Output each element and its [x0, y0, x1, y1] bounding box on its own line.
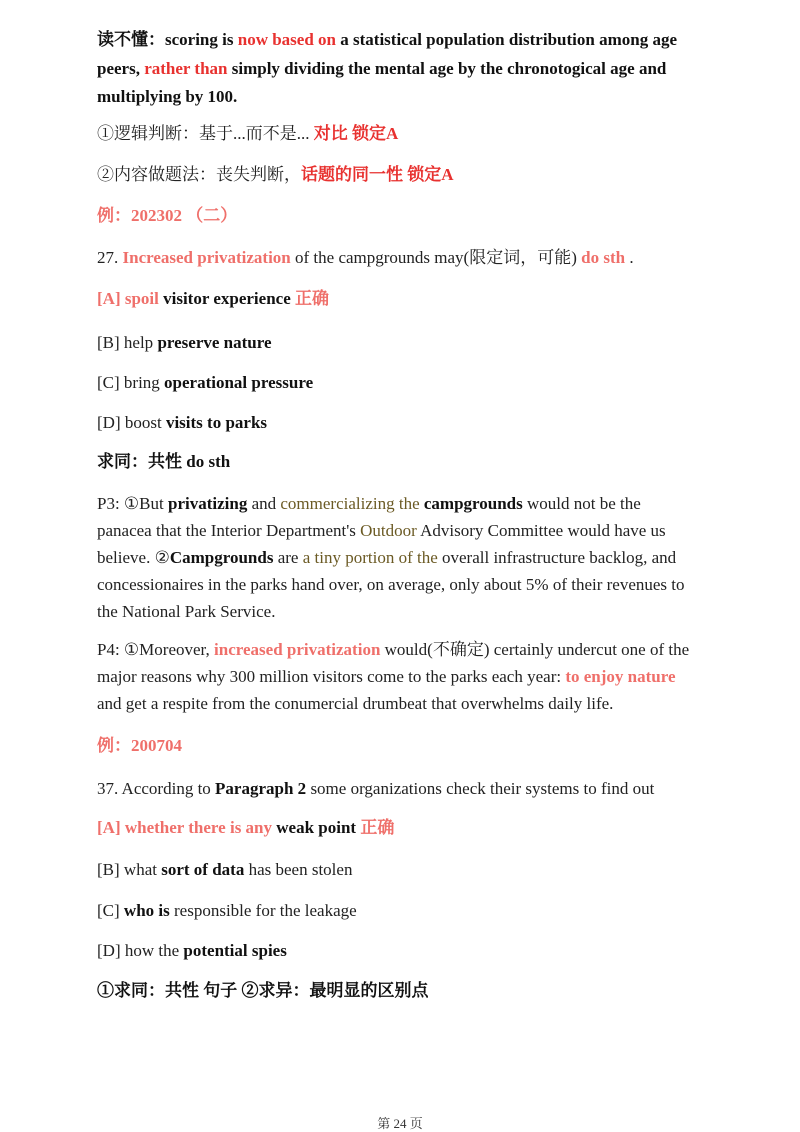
p3-line: P3: ①But privatizing and commercializing the campgrounds would not be the: [97, 494, 641, 513]
p3-line: believe. ②Campgrounds are a tiny portion of the overall infrastructure backlog, and: [97, 548, 677, 567]
option-a-2: [A] whether there is any weak point 正确: [97, 818, 395, 837]
note-logic: ①逻辑判断：基于...而不是... 对比 锁定A: [97, 124, 399, 143]
p3-line: the National Park Service.: [97, 602, 276, 621]
paragraph-p3: [97, 490, 757, 625]
p4-line: and get a respite from the conumercial drumbeat that overwhelms daily life.: [97, 694, 614, 713]
p3-line: panacea that the Interior Department's Outdoor Advisory Committee would have us: [97, 521, 666, 540]
question-37: 37. According to Paragraph 2 some organizations check their systems to find out: [97, 779, 655, 798]
option-c-2: [C] who is responsible for the leakage: [97, 901, 357, 920]
option-b: [B] help preserve nature: [97, 333, 272, 352]
page-number: 第 24 页: [377, 1116, 423, 1131]
summary-1: 求同：共性 do sth: [97, 452, 231, 471]
option-a: [A] spoil visitor experience 正确: [97, 289, 329, 308]
p4-line: P4: ①Moreover, increased privatization would(不确定) certainly undercut one of the: [97, 640, 690, 659]
intro-line-3: multiplying by 100.: [97, 87, 238, 106]
p4-line: major reasons why 300 million visitors come to the parks each year: to enjoy nature: [97, 667, 676, 686]
option-b-2: [B] what sort of data has been stolen: [97, 860, 353, 879]
paragraph-p4: [97, 636, 757, 717]
option-d: [D] boost visits to parks: [97, 413, 268, 432]
option-c: [C] bring operational pressure: [97, 373, 314, 392]
intro-line-1: 读不懂：scoring is now based on a statistical population distribution among age: [97, 30, 677, 49]
summary-2: ①求同：共性 句子 ②求异：最明显的区别点: [97, 981, 429, 1000]
option-d-2: [D] how the potential spies: [97, 941, 287, 960]
intro-line-2: peers, rather than simply dividing the mental age by the chronotogical age and: [97, 59, 667, 78]
p3-line: concessionaires in the parks hand over, on average, only about 5% of their revenues to: [97, 575, 685, 594]
note-content: ②内容做题法：丧失判断，话题的同一性 锁定A: [97, 165, 454, 184]
question-27: 27. Increased privatization of the campgrounds may(限定词，可能) do sth .: [97, 248, 634, 267]
example-heading-2: 例：200704: [97, 736, 182, 755]
example-heading-1: 例：202302 （二）: [97, 206, 238, 225]
